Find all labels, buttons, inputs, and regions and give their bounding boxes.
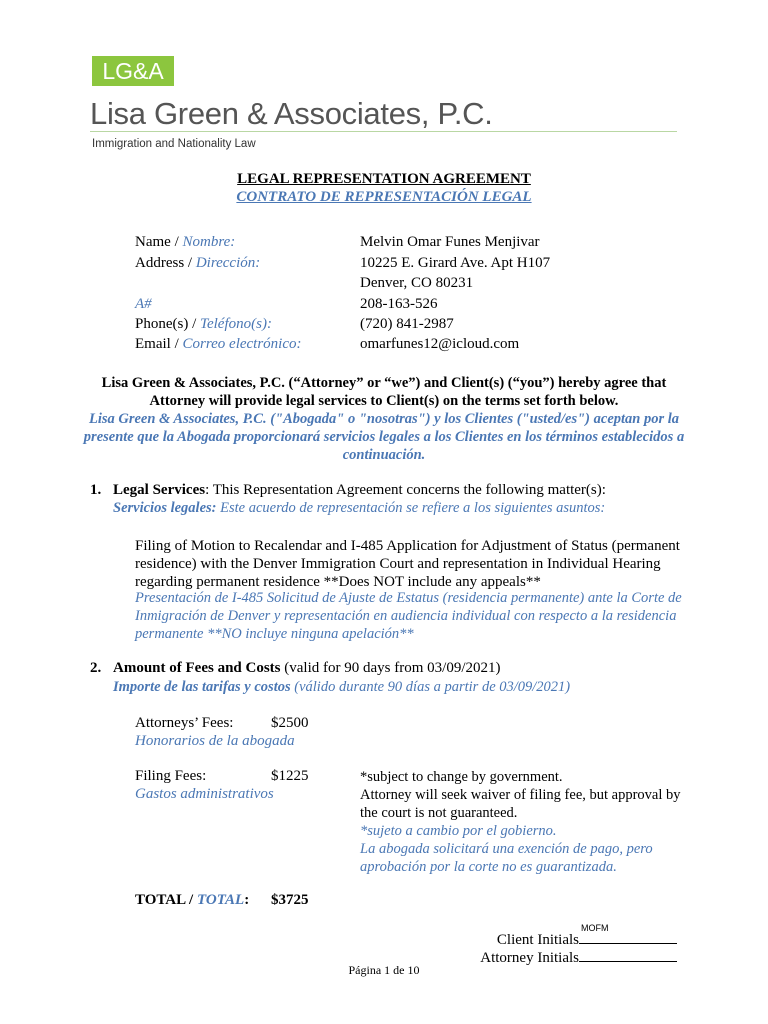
email: omarfunes12@icloud.com: [360, 336, 520, 352]
client-initials-line[interactable]: [579, 923, 677, 944]
a-number: 208-163-526: [360, 296, 438, 312]
client-name: Melvin Omar Funes Menjivar: [360, 234, 540, 250]
address-line2: Denver, CO 80231: [360, 275, 474, 291]
filing-fees-amount: $1225: [271, 768, 309, 784]
section1-number: 1.: [90, 482, 102, 498]
client-initials: Client Initials MOFM: [497, 929, 677, 949]
filing-note-en-1: *subject to change by government.: [360, 769, 563, 785]
address-label: Address / Dirección:: [135, 255, 261, 271]
filing-note-en-2: Attorney will seek waiver of filing fee, but approval by the court is not guaranteed.: [360, 787, 681, 821]
phone: (720) 841-2987: [360, 316, 454, 332]
filing-note-es-2: La abogada solicitará una exención de pago, pero aprobación por la corte no es guarantizada.: [360, 841, 653, 875]
email-label: Email / Correo electrónico:: [135, 336, 302, 352]
document-title: LEGAL REPRESENTATION AGREEMENT: [237, 171, 531, 187]
attorney-fees-label-es: Honorarios de la abogada: [135, 733, 295, 749]
intro-es: Lisa Green & Associates, P.C. ("Abogada" o "nosotras") y los Clientes ("usted/es") aceptan por la presente que la Abogada proporcionará servicios legales a los Clientes en los términos establecidos a continuación.: [83, 411, 685, 463]
filing-note-es-1: *sujeto a cambio por el gobierno.: [360, 823, 557, 839]
client-initials-value: MOFM: [581, 923, 609, 933]
a-number-label: A#: [135, 296, 152, 312]
section2-heading-es: Importe de las tarifas y costos (válido durante 90 días a partir de 03/09/2021): [113, 679, 571, 695]
phone-label: Phone(s) / Teléfono(s):: [135, 316, 272, 332]
section1-heading: Legal Services: This Representation Agreement concerns the following matter(s):: [113, 482, 606, 498]
address-line1: 10225 E. Girard Ave. Apt H107: [360, 255, 551, 271]
attorney-initials: Attorney Initials: [480, 947, 677, 967]
section1-matter-en: Filing of Motion to Recalendar and I-485 Application for Adjustment of Status (permanent residence) with the Denver Immigration Court and representation in Individual Hearing regarding permanent residence **Does NOT include any appeals**: [135, 538, 680, 590]
attorney-initials-line[interactable]: [579, 947, 677, 962]
header-divider: [90, 131, 677, 132]
section2-heading: Amount of Fees and Costs (valid for 90 days from 03/09/2021): [113, 660, 501, 676]
firm-subtitle: Immigration and Nationality Law: [92, 138, 256, 150]
total-amount: $3725: [271, 892, 309, 908]
filing-fees-label-es: Gastos administrativos: [135, 786, 274, 802]
document-title-es: CONTRATO DE REPRESENTACIÓN LEGAL: [236, 189, 532, 205]
total-label: TOTAL / TOTAL:: [135, 892, 250, 908]
section2-number: 2.: [90, 660, 102, 676]
section1-heading-es: Servicios legales: Este acuerdo de representación se refiere a los siguientes asuntos:: [113, 500, 606, 516]
name-label: Name / Nombre:: [135, 234, 236, 250]
page-number: Página 1 de 10: [348, 963, 420, 977]
section1-matter-es: Presentación de I-485 Solicitud de Ajuste de Estatus (residencia permanente) ante la Corte de Inmigración de Denver y representación en audiencia individual con respecto a la residencia permanente **NO incluye ninguna apelación**: [135, 590, 682, 642]
attorney-fees-label: Attorneys’ Fees:: [135, 715, 234, 731]
attorney-fees-amount: $2500: [271, 715, 309, 731]
firm-name: Lisa Green & Associates, P.C.: [90, 96, 493, 131]
intro-en: Lisa Green & Associates, P.C. (“Attorney” or “we”) and Client(s) (“you”) hereby agree that Attorney will provide legal services to Client(s) on the terms set forth below.: [101, 375, 667, 409]
filing-fees-label: Filing Fees:: [135, 768, 207, 784]
firm-logo: LG&A: [92, 56, 174, 86]
